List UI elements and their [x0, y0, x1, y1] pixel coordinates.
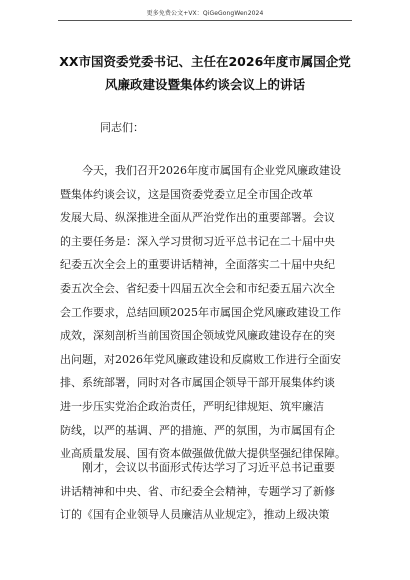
paragraph-line: 防线，以严的基调、严的措施、严的氛围，为市属国有企: [60, 423, 335, 437]
title-line-1: XX市国资委党委书记、主任在2026年度市属国企党: [59, 54, 351, 69]
header-divider: [58, 20, 352, 21]
document-title: [40, 50, 370, 96]
paragraph-line: 今天，我们召开2026年度市属国有企业党风廉政建设: [82, 164, 341, 177]
paragraph-line: 发展大局、纵深推进全面从严治党作出的重要部署。会议: [60, 211, 335, 225]
paragraph-line: 成效，深刻剖析当前国资国企领域党风廉政建设存在的突: [60, 329, 335, 343]
paragraph-line: 讲话精神和中央、省、市纪委全会精神，专题学习了新修: [60, 484, 335, 498]
salutation: 同志们：: [100, 121, 144, 134]
paragraph-line: 纪委五次全会上的重要讲话精神，全面落实二十届中央纪: [60, 258, 335, 272]
paragraph-2: [60, 456, 352, 527]
paragraph-line: 的主要任务是：深入学习贯彻习近平总书记在二十届中央: [60, 234, 335, 248]
paragraph-line: 刚才，会议以书面形式传达学习了习近平总书记重要: [82, 461, 335, 474]
paragraph-line: 暨集体约谈会议，这是国资委党委立足全市国企改革: [60, 187, 313, 201]
paragraph-line: 排、系统部署，同时对各市属国企领导干部开展集体约谈: [60, 376, 335, 390]
page-header: 更多免费公文+VX：QiGeGongWen2024: [146, 10, 264, 17]
paragraph-line: 会工作要求，总结回顾2025年市属国企党风廉政建设工作: [60, 305, 341, 319]
paragraph-1: [60, 159, 352, 466]
paragraph-line: 业高质量发展、国有资本做强做优做大提供坚强纪律保障。: [60, 447, 346, 461]
paragraph-line: 出问题，对2026年党风廉政建设和反腐败工作进行全面安: [60, 352, 341, 366]
paragraph-line: 订的《国有企业领导人员廉洁从业规定》，推动上级决策: [60, 508, 330, 522]
paragraph-line: 委五次全会、省纪委十四届五次全会和市纪委五届六次全: [60, 281, 335, 295]
title-line-2: 风廉政建设暨集体约谈会议上的讲话: [104, 77, 305, 92]
paragraph-line: 进一步压实党治企政治责任，严明纪律规矩、筑牢廉洁: [60, 399, 324, 413]
